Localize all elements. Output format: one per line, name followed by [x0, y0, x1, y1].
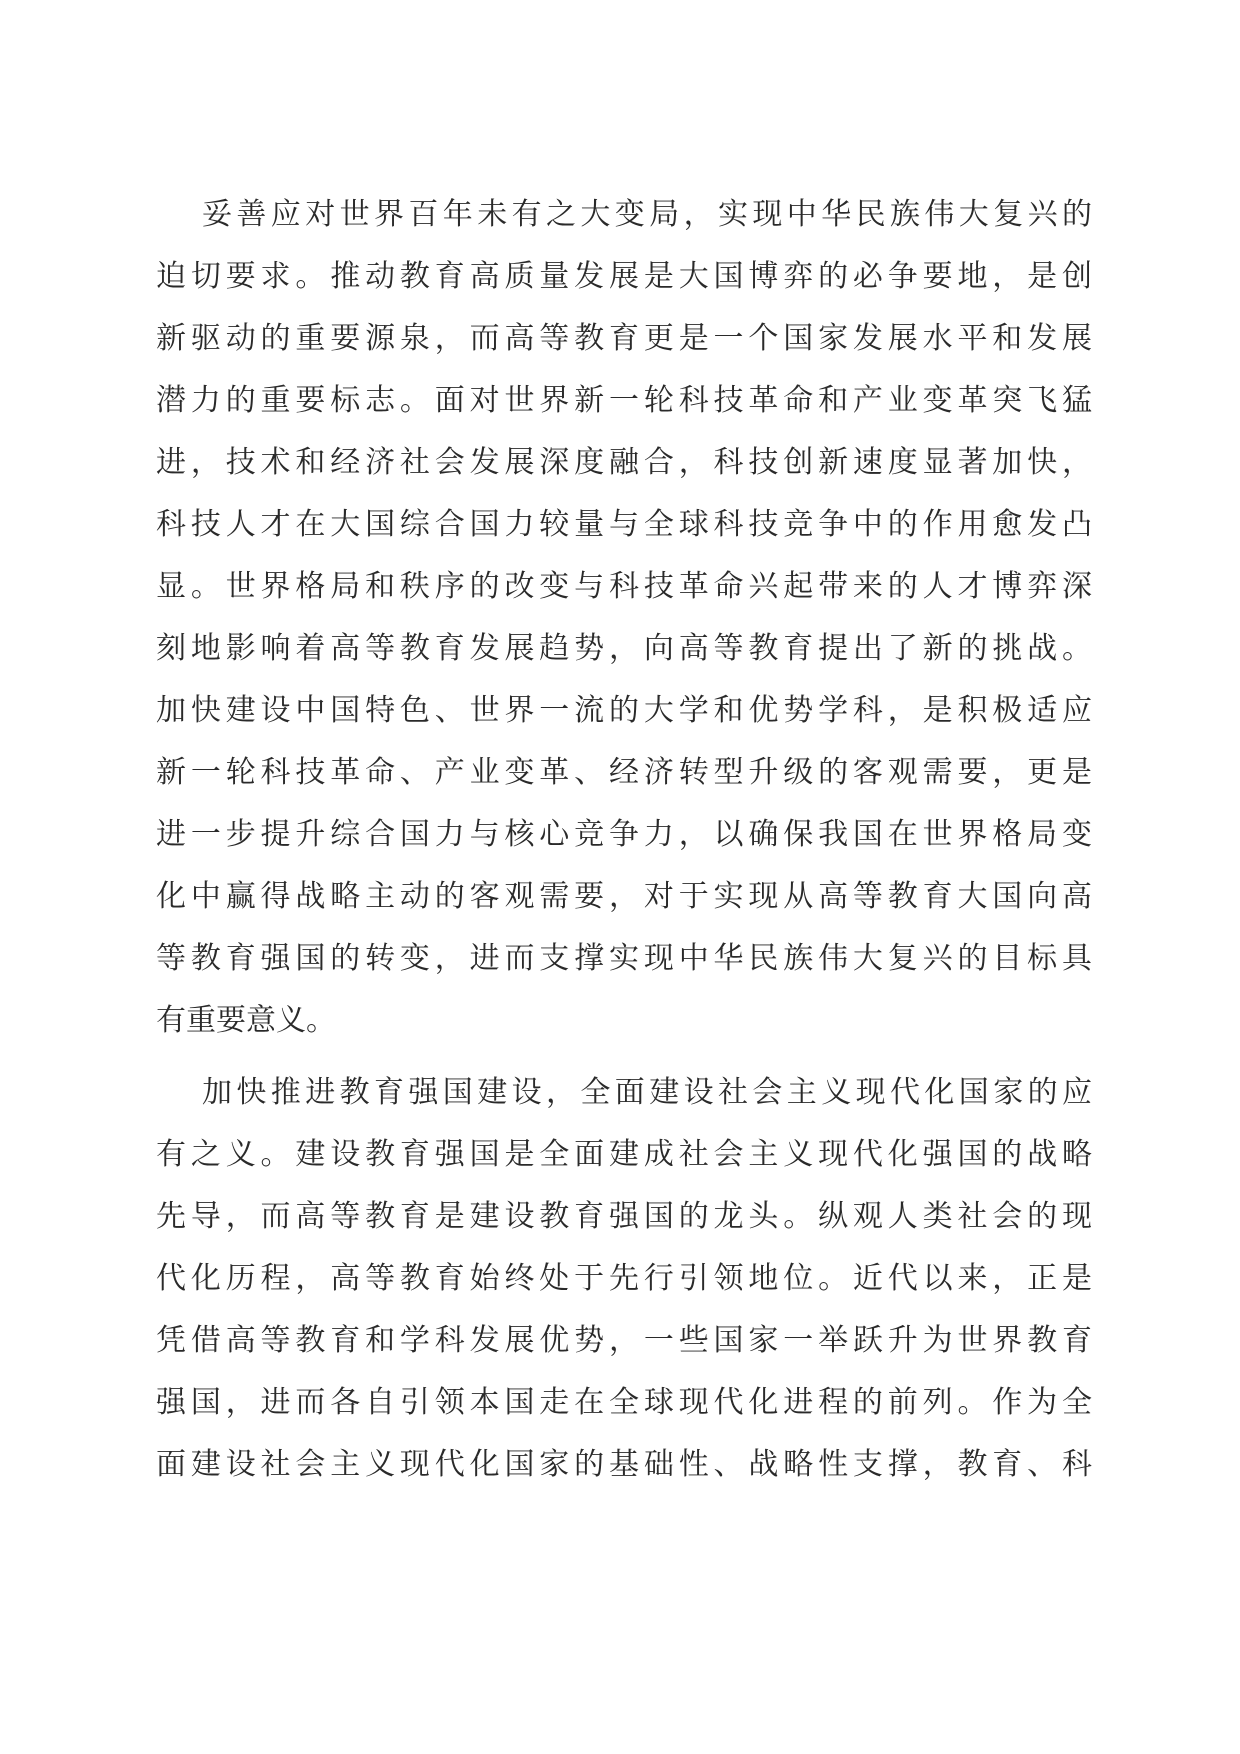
paragraph-1-line: 显。世界格局和秩序的改变与科技革命兴起带来的人才博弈深 [156, 569, 1092, 604]
paragraph-1-line: 进，技术和经济社会发展深度融合，科技创新速度显著加快， [156, 445, 1092, 480]
paragraph-1-line: 等教育强国的转变，进而支撑实现中华民族伟大复兴的目标具 [156, 941, 1092, 976]
paragraph-2-line: 先导，而高等教育是建设教育强国的龙头。纵观人类社会的现 [156, 1199, 1092, 1234]
paragraph-1-line: 潜力的重要标志。面对世界新一轮科技革命和产业变革突飞猛 [156, 383, 1092, 418]
paragraph-1-line: 进一步提升综合国力与核心竞争力，以确保我国在世界格局变 [156, 817, 1092, 852]
paragraph-1-line: 迫切要求。推动教育高质量发展是大国博弈的必争要地，是创 [156, 259, 1092, 294]
paragraph-1-line: 新一轮科技革命、产业变革、经济转型升级的客观需要，更是 [156, 755, 1092, 790]
paragraph-1-line: 妥善应对世界百年未有之大变局，实现中华民族伟大复兴的 [202, 197, 1092, 232]
paragraph-1 [156, 184, 1092, 1052]
paragraph-1-line: 科技人才在大国综合国力较量与全球科技竞争中的作用愈发凸 [156, 507, 1092, 542]
paragraph-2-line: 代化历程，高等教育始终处于先行引领地位。近代以来，正是 [156, 1261, 1092, 1296]
paragraph-2 [156, 1062, 1092, 1496]
paragraph-1-line: 刻地影响着高等教育发展趋势，向高等教育提出了新的挑战。 [156, 631, 1092, 666]
paragraph-2-line: 凭借高等教育和学科发展优势，一些国家一举跃升为世界教育 [156, 1323, 1092, 1358]
paragraph-2-line: 强国，进而各自引领本国走在全球现代化进程的前列。作为全 [156, 1385, 1092, 1420]
paragraph-1-line: 新驱动的重要源泉，而高等教育更是一个国家发展水平和发展 [156, 321, 1092, 356]
paragraph-2-line: 加快推进教育强国建设，全面建设社会主义现代化国家的应 [202, 1075, 1092, 1110]
paragraph-2-line: 面建设社会主义现代化国家的基础性、战略性支撑，教育、科 [156, 1447, 1092, 1482]
body-text [156, 184, 1092, 1506]
paragraph-2-line: 有之义。建设教育强国是全面建成社会主义现代化强国的战略 [156, 1137, 1092, 1172]
paragraph-1-line: 化中赢得战略主动的客观需要，对于实现从高等教育大国向高 [156, 879, 1092, 914]
paragraph-1-line: 有重要意义。 [156, 1003, 336, 1038]
paragraph-1-line: 加快建设中国特色、世界一流的大学和优势学科，是积极适应 [156, 693, 1092, 728]
